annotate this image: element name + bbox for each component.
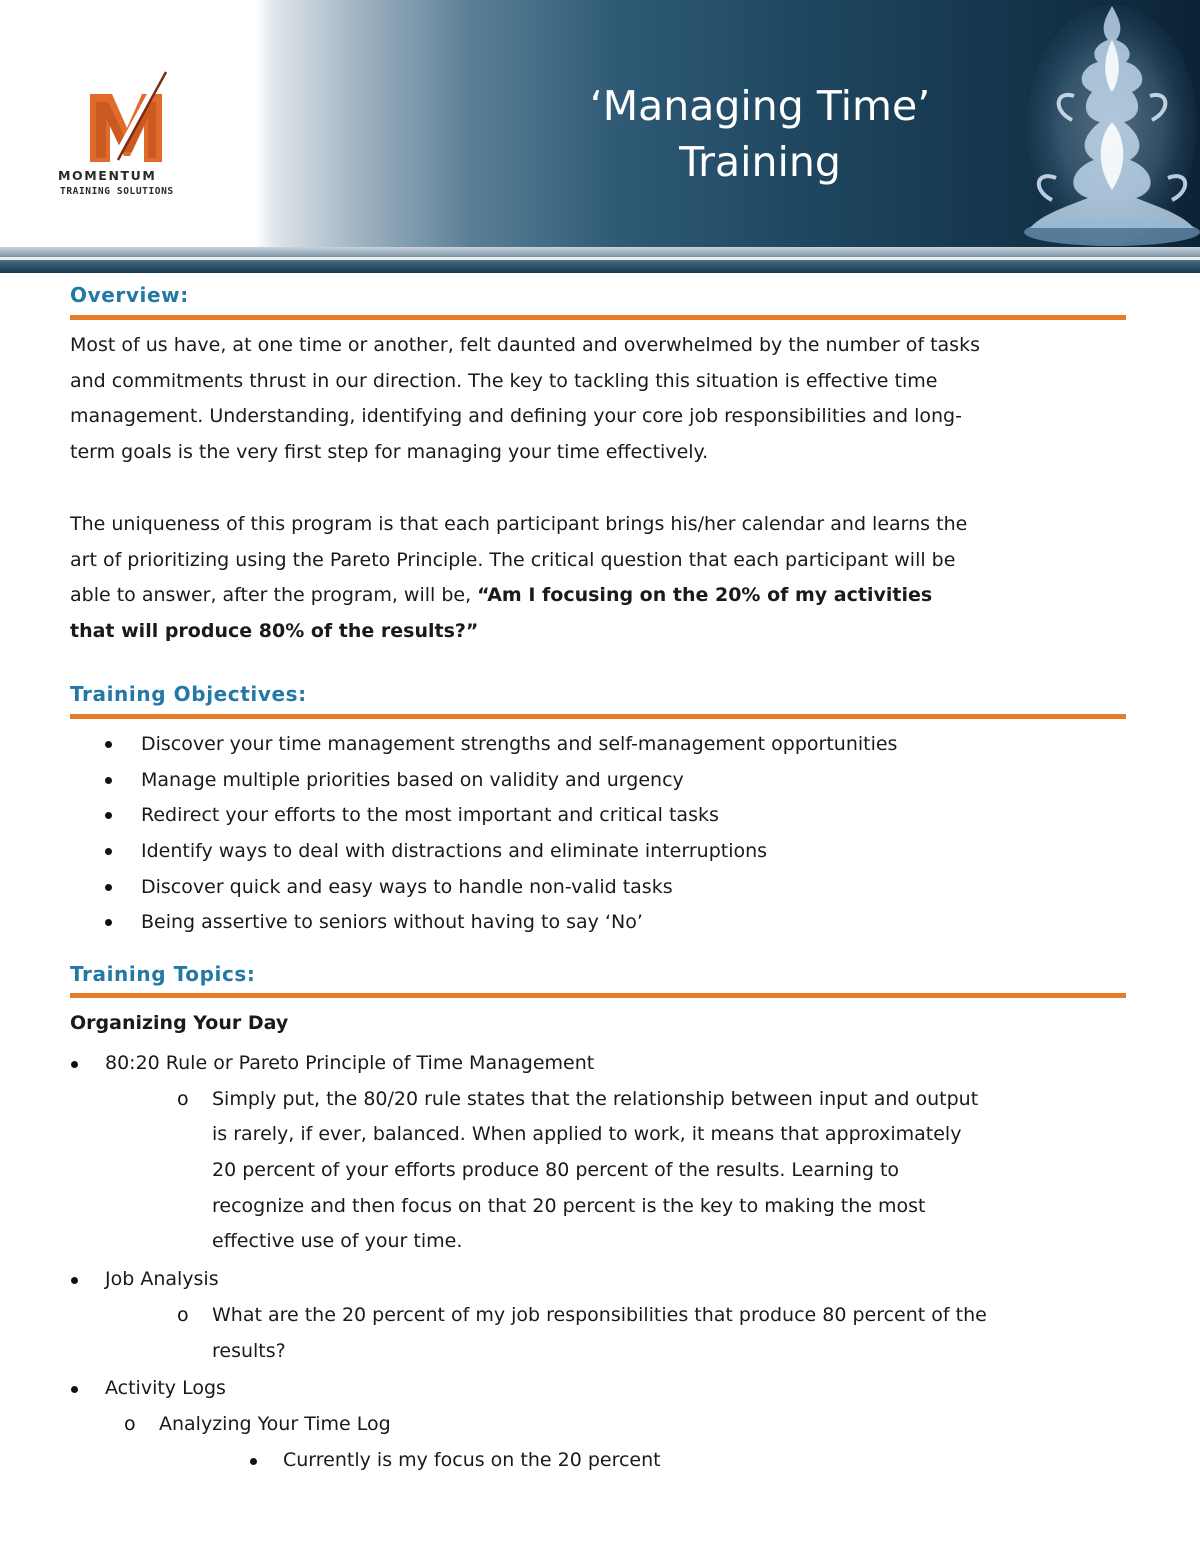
bullet-icon: [71, 1277, 78, 1284]
objective-item: Manage multiple priorities based on validity and urgency: [141, 769, 684, 791]
overview-p2-lead: able to answer, after the program, will be,: [70, 584, 478, 607]
overview-p1-line: Most of us have, at one time or another, felt daunted and overwhelmed by the number of tasks: [70, 334, 980, 356]
title-line-2: Training: [679, 138, 841, 186]
objective-item: Being assertive to seniors without having to say ‘No’: [141, 911, 643, 933]
overview-heading: Overview:: [70, 283, 189, 307]
topics-rule: [70, 993, 1126, 998]
topic-subitem-line: Simply put, the 80/20 rule states that the relationship between input and output: [212, 1088, 979, 1110]
meditation-statue-icon: [1012, 0, 1200, 247]
overview-p2-line: The uniqueness of this program is that each participant brings his/her calendar and learns the: [70, 513, 968, 535]
topic-subitem-line: is rarely, if ever, balanced. When applied to work, it means that approximately: [212, 1123, 962, 1145]
bullet-icon: [71, 1061, 78, 1068]
objectives-heading: Training Objectives:: [70, 682, 307, 706]
overview-p2-line: [70, 578, 1030, 614]
objective-item: Discover quick and easy ways to handle non-valid tasks: [141, 876, 673, 898]
overview-paragraph-2: [70, 507, 1030, 650]
company-logo: [0, 0, 255, 247]
bullet-icon: [105, 812, 112, 819]
key-question-part-2: that will produce 80% of the results?”: [70, 620, 479, 643]
overview-p1-line: term goals is the very first step for managing your time effectively.: [70, 441, 709, 464]
bullet-icon: [250, 1458, 257, 1465]
topics-subheading: Organizing Your Day: [70, 1012, 289, 1034]
title-line-1: ‘Managing Time’: [589, 82, 931, 130]
bullet-icon: [105, 919, 112, 926]
bullet-icon: [105, 884, 112, 891]
overview-p1-line: management. Understanding, identifying and defining your core job responsibilities and long-: [70, 405, 962, 428]
page-title: [520, 78, 1000, 190]
topic-subitem-line: 20 percent of your efforts produce 80 percent of the results. Learning to: [212, 1159, 900, 1181]
topic-item: 80:20 Rule or Pareto Principle of Time Management: [105, 1052, 595, 1074]
objective-item: Redirect your efforts to the most important and critical tasks: [141, 804, 719, 826]
bullet-icon: [105, 848, 112, 855]
topic-subitem-line: recognize and then focus on that 20 percent is the key to making the most: [212, 1195, 926, 1217]
header-divider-bar: [0, 247, 1200, 273]
overview-p2-line: art of prioritizing using the Pareto Principle. The critical question that each participant will be: [70, 548, 956, 571]
topic-subsubitem: Currently is my focus on the 20 percent: [283, 1449, 661, 1471]
momentum-logo-icon: [82, 66, 172, 166]
bullet-icon: [71, 1386, 78, 1393]
topic-subitem-line: What are the 20 percent of my job responsibilities that produce 80 percent of the: [212, 1304, 987, 1326]
sub-bullet-icon: o: [177, 1088, 189, 1110]
topic-subitem-line: effective use of your time.: [212, 1230, 463, 1252]
logo-company-name: MOMENTUM: [58, 168, 157, 183]
logo-tagline: TRAINING SOLUTIONS: [60, 186, 174, 197]
overview-p2-line: [70, 614, 1030, 650]
topic-subitem: Analyzing Your Time Log: [159, 1413, 391, 1435]
sub-bullet-icon: o: [177, 1304, 189, 1326]
objectives-rule: [70, 714, 1126, 719]
topic-subitem-line: results?: [212, 1340, 286, 1362]
overview-p1-line: and commitments thrust in our direction. The key to tackling this situation is effective time: [70, 369, 938, 392]
topic-item: Job Analysis: [105, 1268, 219, 1290]
objective-item: Discover your time management strengths and self-management opportunities: [141, 733, 898, 755]
overview-paragraph-1: [70, 328, 1030, 471]
objective-item: Identify ways to deal with distractions and eliminate interruptions: [141, 840, 768, 862]
overview-rule: [70, 315, 1126, 320]
key-question-part-1: “Am I focusing on the 20% of my activities: [477, 584, 933, 607]
bullet-icon: [105, 741, 112, 748]
sub-bullet-icon: o: [124, 1413, 136, 1435]
topic-item: Activity Logs: [105, 1377, 226, 1399]
topics-heading: Training Topics:: [70, 962, 256, 986]
bullet-icon: [105, 777, 112, 784]
